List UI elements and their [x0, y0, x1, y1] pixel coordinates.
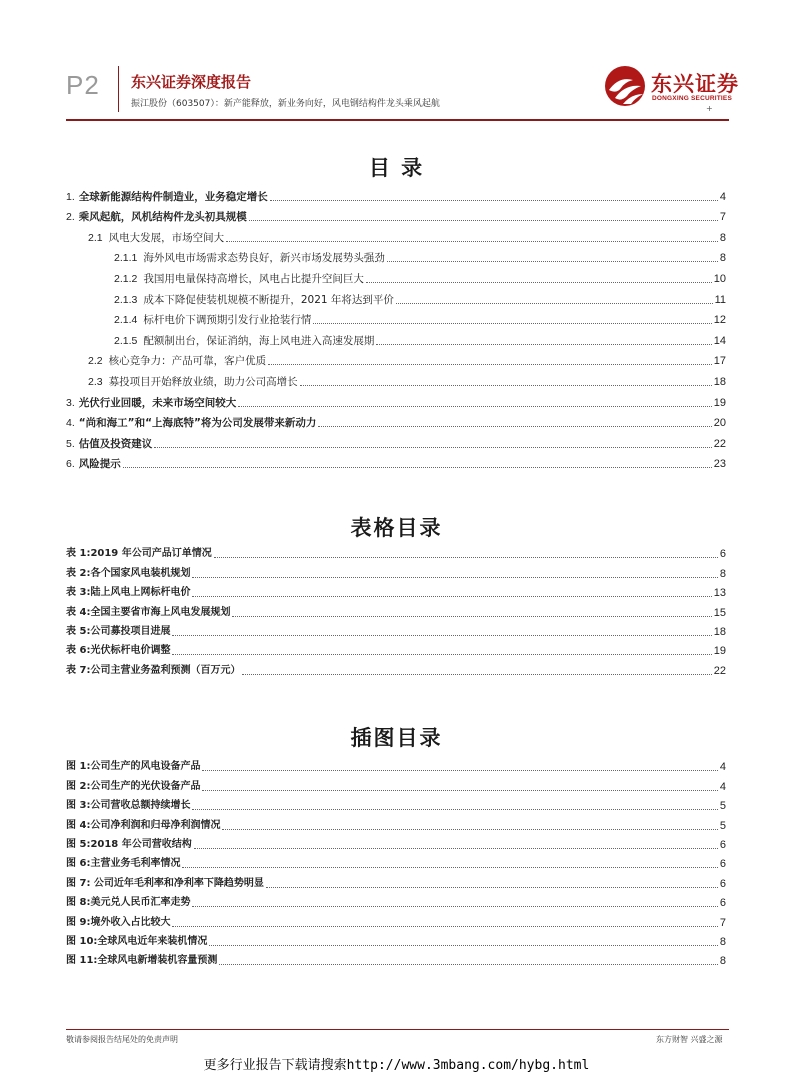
figure-entry-label: 图 5:2018 年公司营收结构	[66, 838, 192, 850]
download-ad-link[interactable]: 更多行业报告下载请搜索http://www.3mbang.com/hybg.html	[203, 1058, 590, 1073]
figure-entry-page: 5	[719, 819, 726, 832]
toc-entry-label: “尚和海工”和“上海底特”将为公司发展带来新动力	[78, 417, 317, 430]
figure-entry-label: 图 6:主营业务毛利率情况	[66, 858, 181, 870]
toc-entry-number: 2.1.2	[114, 272, 138, 285]
figure-entry-page: 6	[719, 897, 726, 910]
figure-entry[interactable]	[66, 891, 726, 910]
leader-dots	[219, 963, 717, 965]
report-subtitle: 振江股份（603507）：新产能释放，新业务向好，风电钢结构件龙头乘风起航	[131, 99, 440, 109]
figure-entry[interactable]	[66, 852, 726, 871]
toc-entry-number: 6.	[66, 458, 75, 471]
figure-entry-page: 8	[719, 955, 726, 968]
table-entry-page: 15	[713, 606, 726, 619]
table-entry-label: 表 5:公司募投项目进展	[66, 625, 171, 637]
figure-entry[interactable]	[66, 833, 726, 852]
toc-entry-number: 4.	[66, 417, 75, 430]
figure-entry-page: 4	[719, 761, 726, 774]
toc-entry-page: 19	[713, 396, 726, 409]
figure-entry[interactable]	[66, 774, 726, 793]
figure-entry-label: 图 1:公司生产的风电设备产品	[66, 761, 201, 773]
leader-dots	[202, 769, 717, 771]
toc-entry-page: 14	[713, 334, 726, 347]
toc-entry-label: 标杆电价下调预期引发行业抢装行情	[143, 314, 312, 327]
table-entry-label: 表 3:陆上风电上网标杆电价	[66, 587, 191, 599]
footer-disclaimer: 敬请参阅报告结尾处的免责声明	[66, 1035, 178, 1044]
table-entry[interactable]	[66, 658, 726, 677]
toc-entry[interactable]	[66, 368, 726, 389]
toc-entry-label: 风险提示	[78, 458, 121, 471]
table-entry-page: 6	[719, 548, 726, 561]
leader-dots	[376, 343, 711, 345]
leader-dots	[192, 595, 711, 597]
table-entry-page: 19	[713, 645, 726, 658]
toc-entry[interactable]	[66, 245, 726, 266]
leader-dots	[366, 281, 712, 283]
toc-entry[interactable]	[66, 410, 726, 431]
table-entry-page: 8	[719, 567, 726, 580]
leader-dots	[232, 615, 711, 617]
leader-dots	[182, 866, 717, 868]
leader-dots	[123, 466, 712, 468]
leader-dots	[172, 634, 711, 636]
logo-english-text: DONGXING SECURITIES	[652, 95, 733, 102]
figure-entry[interactable]	[66, 794, 726, 813]
toc-entry-page: 10	[713, 272, 726, 285]
toc-entry-number: 2.1	[88, 231, 103, 244]
leader-dots	[313, 322, 711, 324]
table-entry[interactable]	[66, 542, 726, 561]
figure-entry-label: 图 4:公司净利润和归母净利润情况	[66, 819, 221, 831]
toc-entry-page: 8	[719, 231, 726, 244]
toc-entry-label: 海外风电市场需求态势良好，新兴市场发展势头强劲	[143, 252, 385, 265]
toc-entry-label: 乘风起航，风机结构件龙头初具规模	[78, 211, 247, 224]
toc-entry-number: 5.	[66, 437, 75, 450]
table-entry-label: 表 2:各个国家风电装机规划	[66, 567, 191, 579]
table-entry[interactable]	[66, 620, 726, 639]
footer-rule	[66, 1029, 729, 1030]
leader-dots	[238, 405, 711, 407]
toc-entry-page: 20	[713, 417, 726, 430]
leader-dots	[172, 925, 717, 927]
figures-title: 插图目录	[350, 726, 443, 750]
toc-entry-page: 12	[713, 314, 726, 327]
toc-entry-number: 3.	[66, 396, 75, 409]
toc-entry[interactable]	[66, 224, 726, 245]
figure-entry[interactable]	[66, 910, 726, 929]
leader-dots	[192, 808, 717, 810]
header-rule	[66, 119, 729, 121]
toc-entry[interactable]	[66, 307, 726, 328]
table-entry-page: 22	[713, 664, 726, 677]
toc-entry-number: 1.	[66, 190, 75, 203]
toc-entry-page: 7	[719, 211, 726, 224]
toc-entry-page: 23	[713, 458, 726, 471]
leader-dots	[192, 576, 717, 578]
leader-dots	[202, 789, 717, 791]
toc-entry-page: 8	[719, 252, 726, 265]
toc-entry-number: 2.	[66, 211, 75, 224]
table-entry-label: 表 1:2019 年公司产品订单情况	[66, 548, 212, 560]
toc-entry-label: 估值及投资建议	[78, 437, 153, 450]
leader-dots	[270, 199, 718, 201]
toc-entry-label: 核心竞争力：产品可靠，客户优质	[108, 355, 267, 368]
leader-dots	[387, 260, 718, 262]
table-entry-label: 表 6:光伏标杆电价调整	[66, 645, 171, 657]
leader-dots	[154, 446, 711, 448]
figure-entry-label: 图 2:公司生产的光伏设备产品	[66, 780, 201, 792]
leader-dots	[192, 905, 717, 907]
figure-entry-page: 6	[719, 838, 726, 851]
toc-entry-page: 17	[713, 355, 726, 368]
toc-entry[interactable]	[66, 451, 726, 472]
leader-dots	[222, 828, 717, 830]
toc-entry-number: 2.1.4	[114, 314, 138, 327]
logo-mark-icon	[603, 64, 647, 108]
figure-entry-label: 图 8:美元兑人民币汇率走势	[66, 897, 191, 909]
figure-entry-page: 6	[719, 858, 726, 871]
toc-entry-label: 成本下降促使装机规模不断提升，2021 年将达到平价	[143, 293, 394, 306]
leader-dots	[226, 240, 718, 242]
table-entry[interactable]	[66, 600, 726, 619]
figure-entry-page: 7	[719, 916, 726, 929]
toc-entry-page: 18	[713, 375, 726, 388]
logo-text: 东兴证券	[651, 72, 739, 96]
leader-dots	[209, 944, 717, 946]
toc-entry-number: 2.1.1	[114, 252, 138, 265]
toc-list	[66, 183, 726, 471]
figure-entry[interactable]	[66, 949, 726, 968]
leader-dots	[396, 302, 713, 304]
brand-logo	[603, 64, 743, 108]
toc-entry-page: 22	[713, 437, 726, 450]
toc-entry-number: 2.1.3	[114, 293, 138, 306]
table-entry[interactable]	[66, 639, 726, 658]
leader-dots	[266, 886, 718, 888]
leader-dots	[268, 363, 712, 365]
table-entry-label: 表 7:公司主营业务盈利预测（百万元）	[66, 664, 241, 676]
table-entry[interactable]	[66, 561, 726, 580]
logo-small-mark: +	[706, 104, 713, 113]
toc-entry[interactable]	[66, 389, 726, 410]
figure-entry[interactable]	[66, 930, 726, 949]
figure-entry-page: 5	[719, 800, 726, 813]
figure-entry-label: 图 7: 公司近年毛利率和净利率下降趋势明显	[66, 877, 264, 889]
figure-entry-label: 图 3:公司营收总额持续增长	[66, 800, 191, 812]
toc-entry-number: 2.1.5	[114, 334, 138, 347]
table-list	[66, 542, 726, 678]
toc-entry-label: 配额制出台，保证消纳，海上风电进入高速发展期	[143, 334, 375, 347]
toc-entry-label: 全球新能源结构件制造业，业务稳定增长	[78, 190, 268, 203]
report-type: 东兴证券深度报告	[131, 73, 252, 91]
figure-entry-page: 8	[719, 935, 726, 948]
toc-entry[interactable]	[66, 348, 726, 369]
toc-entry-number: 2.3	[88, 375, 103, 388]
table-entry-label: 表 4:全国主要省市海上风电发展规划	[66, 606, 231, 618]
toc-entry-label: 募投项目开始释放业绩，助力公司高增长	[108, 375, 298, 388]
figure-list	[66, 755, 726, 968]
page-number: P2	[66, 70, 100, 100]
header-divider	[118, 66, 119, 112]
toc-entry[interactable]	[66, 265, 726, 286]
tables-title: 表格目录	[350, 516, 443, 540]
figure-entry-page: 6	[719, 877, 726, 890]
table-entry-page: 18	[713, 625, 726, 638]
toc-title: 目 录	[368, 156, 425, 180]
toc-entry[interactable]	[66, 183, 726, 204]
toc-entry-number: 2.2	[88, 355, 103, 368]
leader-dots	[242, 673, 711, 675]
leader-dots	[318, 425, 711, 427]
figure-entry[interactable]	[66, 813, 726, 832]
toc-entry[interactable]	[66, 327, 726, 348]
page-header	[0, 0, 793, 125]
figure-entry-label: 图 10:全球风电近年来装机情况	[66, 935, 208, 947]
figure-entry[interactable]	[66, 871, 726, 890]
toc-entry[interactable]	[66, 286, 726, 307]
toc-entry[interactable]	[66, 430, 726, 451]
toc-entry-page: 4	[719, 190, 726, 203]
leader-dots	[194, 847, 718, 849]
footer-slogan: 东方财智 兴盛之源	[656, 1035, 723, 1044]
toc-entry-label: 光伏行业回暖，未来市场空间较大	[78, 396, 237, 409]
toc-entry-page: 11	[714, 293, 726, 306]
table-entry[interactable]	[66, 581, 726, 600]
leader-dots	[249, 219, 718, 221]
figure-entry-page: 4	[719, 780, 726, 793]
figure-entry-label: 图 11:全球风电新增装机容量预测	[66, 955, 218, 967]
toc-entry-label: 风电大发展，市场空间大	[108, 231, 225, 244]
figure-entry-label: 图 9:境外收入占比较大	[66, 916, 171, 928]
leader-dots	[300, 384, 712, 386]
leader-dots	[172, 653, 711, 655]
table-entry-page: 13	[713, 587, 726, 600]
toc-entry-label: 我国用电量保持高增长，风电占比提升空间巨大	[143, 272, 364, 285]
figure-entry[interactable]	[66, 755, 726, 774]
toc-entry[interactable]	[66, 204, 726, 225]
leader-dots	[214, 556, 718, 558]
